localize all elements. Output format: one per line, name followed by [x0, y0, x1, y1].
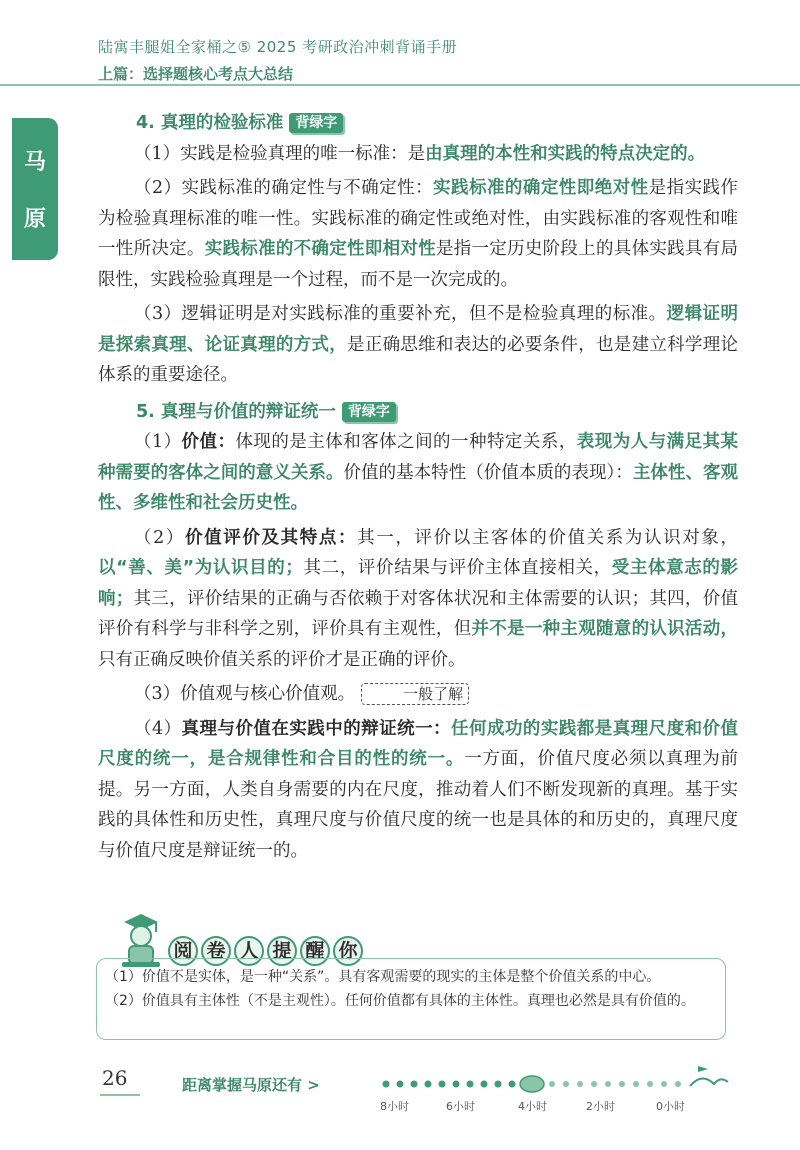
highlight-text: 实践标准的不确定性即相对性	[204, 239, 436, 259]
highlight-text: 表现为人与满足其某种需要的客体之间的意义关系。	[98, 432, 739, 483]
side-tab-char: 马	[23, 150, 46, 175]
paragraph	[98, 523, 738, 676]
highlight-text: 逻辑证明是探索真理、论证真理的方式，	[98, 304, 739, 355]
body-text: 其三，评价结果的正确与否依赖于对客体状况和主体需要的认识；其四，价值评价有科学与非科学之别，评价具有主观性，但	[98, 588, 739, 639]
header-divider	[0, 84, 800, 86]
reminder-title-char: 提	[267, 936, 297, 966]
body-text: 体现的是主体和客体之间的一种特定关系，	[235, 432, 577, 452]
paragraph	[98, 139, 738, 170]
section-heading	[136, 397, 738, 428]
highlight-text: 并不是一种主观随意的认识活动，	[471, 619, 738, 639]
page-number: 26	[102, 1066, 128, 1090]
chapter-title: 上篇：选择题核心考点大总结	[98, 65, 294, 83]
reminder-line: （2）价值具有主体性（不是主观性）。任何价值都有具体的主体性。真理也必然是具有价值的。	[105, 993, 695, 1009]
highlight-text: 以“善、美”为认识目的；	[98, 558, 303, 578]
progress-label: 距离掌握马原还有 >	[182, 1076, 320, 1094]
highlight-text: 主体性、客观性、多维性和社会历史性。	[98, 462, 739, 513]
timeline-label: 2小时	[586, 1100, 615, 1113]
body-text: （2）实践标准的确定性与不确定性：	[134, 178, 434, 198]
timeline-label: 0小时	[656, 1100, 685, 1113]
reminder-box	[96, 958, 726, 1040]
side-chapter-tab	[12, 118, 58, 260]
highlight-text: 实践标准的确定性即绝对性	[433, 178, 649, 198]
paragraph-text: （3）价值观与核心价值观。	[134, 684, 356, 704]
reminder-line: （1）价值不是实体，是一种“关系”。具有客观需要的现实的主体是整个价值关系的中心。	[105, 969, 661, 985]
body-text: 一方面，价值尺度必须以真理为前提。另一方面，人类自身需要的内在尺度，推动着人们不断发现新的真理。基于实践的具体性和历史性，真理尺度与价值尺度的统一也是具体的和历史的，真理尺度与价值尺度是辩证统一的。	[98, 749, 739, 861]
reminder-title-char: 阅	[168, 936, 198, 966]
keyword-text: 真理与价值在实践中的辩证统一：	[181, 718, 452, 739]
paragraph	[98, 427, 738, 519]
reminder-title-char: 卷	[201, 936, 231, 966]
body-text: 只有正确反映价值关系的评价才是正确的评价。	[98, 649, 466, 670]
reminder-title-char: 醒	[300, 936, 330, 966]
body-text: 其一，评价以主客体的价值关系为认识对象，	[357, 527, 739, 548]
paragraph	[98, 299, 738, 391]
general-understanding-badge: 一般了解	[361, 683, 469, 705]
timeline-label: 8小时	[380, 1100, 409, 1113]
keyword-text: 价值评价及其特点：	[185, 527, 358, 548]
timeline-label: 4小时	[518, 1100, 547, 1113]
book-title: 陆寓丰腿姐全家桶之⑤ 2025 考研政治冲刺背诵手册	[98, 38, 458, 56]
body-text: （3）逻辑证明是对实践标准的重要补充，但不是检验真理的标准。	[134, 304, 667, 324]
section-title: 4. 真理的检验标准	[136, 113, 284, 133]
keyword-text: 价值：	[181, 432, 236, 452]
body-text: （4）	[134, 718, 182, 739]
paragraph	[98, 714, 738, 867]
highlight-text: 任何成功的实践都是真理尺度和价值尺度的统一，是合规律性和合目的性的统一。	[98, 718, 738, 769]
body-text: 其二，评价结果与评价主体直接相关，	[302, 558, 612, 578]
body-text: （1）实践是检验真理的唯一标准：是	[134, 143, 426, 164]
section-heading	[136, 108, 738, 139]
reminder-title-char: 人	[234, 936, 264, 966]
paragraph	[98, 679, 738, 710]
body-text: （2）	[134, 527, 186, 548]
reminder-title-char: 你	[333, 936, 363, 966]
main-content	[98, 108, 738, 870]
paragraph	[98, 173, 738, 295]
memorize-badge: 背绿字	[289, 113, 343, 133]
body-text: 价值的基本特性（价值本质的表现）：	[343, 462, 633, 483]
body-text: （1）	[134, 432, 182, 452]
progress-timeline	[380, 1064, 730, 1124]
highlight-text: 由真理的本性和实践的特点决定的。	[425, 143, 706, 164]
section-title: 5. 真理与价值的辩证统一	[136, 401, 336, 422]
page-number-underline	[100, 1094, 140, 1096]
side-tab-char: 原	[23, 207, 46, 232]
timeline-label: 6小时	[446, 1100, 475, 1113]
highlight-text: 受主体意志的影响；	[98, 558, 739, 609]
running-header	[98, 36, 457, 84]
memorize-badge: 背绿字	[342, 402, 396, 422]
timeline-track	[380, 1064, 730, 1098]
body-text: 是指一定历史阶段上的具体实践具有局限性，实践检验真理是一个过程，而不是一次完成的。	[98, 239, 739, 290]
body-text: 是指实践作为检验真理标准的唯一性。实践标准的确定性或绝对性，由实践标准的客观性和唯一性所决定。	[98, 178, 739, 259]
body-text: 是正确思维和表达的必要条件，也是建立科学理论体系的重要途径。	[98, 334, 738, 385]
